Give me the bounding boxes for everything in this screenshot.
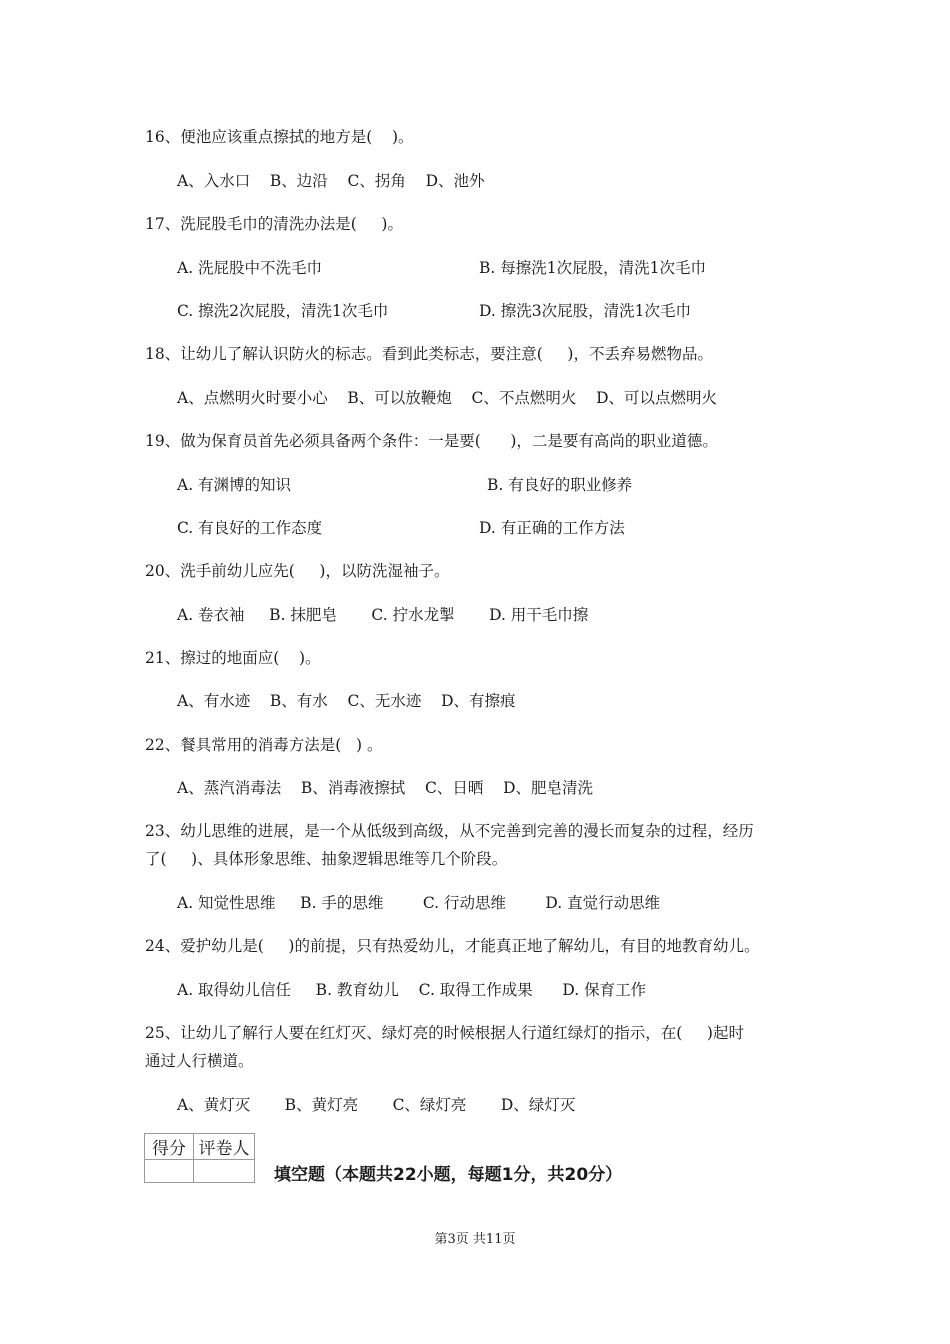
- question-16-options: A、入水口 B、边沿 C、拐角 D、池外: [177, 172, 485, 190]
- question-25-stem-continued: 通过人行横道。: [145, 1052, 254, 1070]
- question-22-stem: 22、餐具常用的消毒方法是( ) 。: [145, 736, 383, 754]
- question-22-options: A、蒸汽消毒法 B、消毒液擦拭 C、日晒 D、肥皂清洗: [177, 779, 593, 797]
- question-23-stem-continued: 了( )、具体形象思维、抽象逻辑思维等几个阶段。: [145, 850, 508, 868]
- question-17-option-b: B. 每擦洗1次屁股，清洗1次毛巾: [479, 259, 706, 277]
- question-25-stem: 25、让幼儿了解行人要在红灯灭、绿灯亮的时候根据人行道红绿灯的指示，在( )起时: [145, 1024, 744, 1042]
- question-18-options: A、点燃明火时要小心 B、可以放鞭炮 C、不点燃明火 D、可以点燃明火: [177, 389, 717, 407]
- question-17-option-c: C. 擦洗2次屁股，清洗1次毛巾: [177, 302, 389, 320]
- grader-label: 评卷人: [194, 1134, 255, 1160]
- question-16-stem: 16、便池应该重点擦拭的地方是( )。: [145, 128, 414, 146]
- question-21-stem: 21、擦过的地面应( )。: [145, 649, 321, 667]
- score-label: 得分: [145, 1134, 194, 1160]
- question-18-stem: 18、让幼儿了解认识防火的标志。看到此类标志，要注意( )，不丢弃易燃物品。: [145, 345, 713, 363]
- question-19-stem: 19、做为保育员首先必须具备两个条件：一是要( )，二是要有高尚的职业道德。: [145, 432, 718, 450]
- section-title: 填空题（本题共22小题，每题1分，共20分）: [274, 1165, 623, 1185]
- score-box: [144, 1133, 255, 1183]
- question-21-options: A、有水迹 B、有水 C、无水迹 D、有擦痕: [177, 692, 516, 710]
- question-19-option-d: D. 有正确的工作方法: [479, 519, 625, 537]
- question-17-option-a: A. 洗屁股中不洗毛巾: [177, 259, 323, 277]
- question-20-options: A. 卷衣袖 B. 抹肥皂 C. 拧水龙掣 D. 用干毛巾擦: [177, 606, 589, 624]
- question-23-options: A. 知觉性思维 B. 手的思维 C. 行动思维 D. 直觉行动思维: [177, 894, 661, 912]
- score-cell: [145, 1160, 194, 1183]
- question-24-stem: 24、爱护幼儿是( )的前提，只有热爱幼儿，才能真正地了解幼儿，有目的地教育幼儿。: [145, 937, 760, 955]
- question-19-option-c: C. 有良好的工作态度: [177, 519, 323, 537]
- page-footer: 第3页 共11页: [434, 1232, 516, 1247]
- question-17-stem: 17、洗屁股毛巾的清洗办法是( )。: [145, 215, 403, 233]
- question-23-stem: 23、幼儿思维的进展，是一个从低级到高级，从不完善到完善的漫长而复杂的过程，经历: [145, 822, 754, 840]
- question-19-option-a: A. 有渊博的知识: [177, 476, 292, 494]
- question-17-option-d: D. 擦洗3次屁股，清洗1次毛巾: [479, 302, 691, 320]
- question-20-stem: 20、洗手前幼儿应先( )，以防洗湿袖子。: [145, 562, 450, 580]
- question-24-options: A. 取得幼儿信任 B. 教育幼儿 C. 取得工作成果 D. 保育工作: [177, 981, 647, 999]
- grader-cell: [194, 1160, 255, 1183]
- question-19-option-b: B. 有良好的职业修养: [487, 476, 633, 494]
- question-25-options: A、黄灯灭 B、黄灯亮 C、绿灯亮 D、绿灯灭: [177, 1096, 576, 1114]
